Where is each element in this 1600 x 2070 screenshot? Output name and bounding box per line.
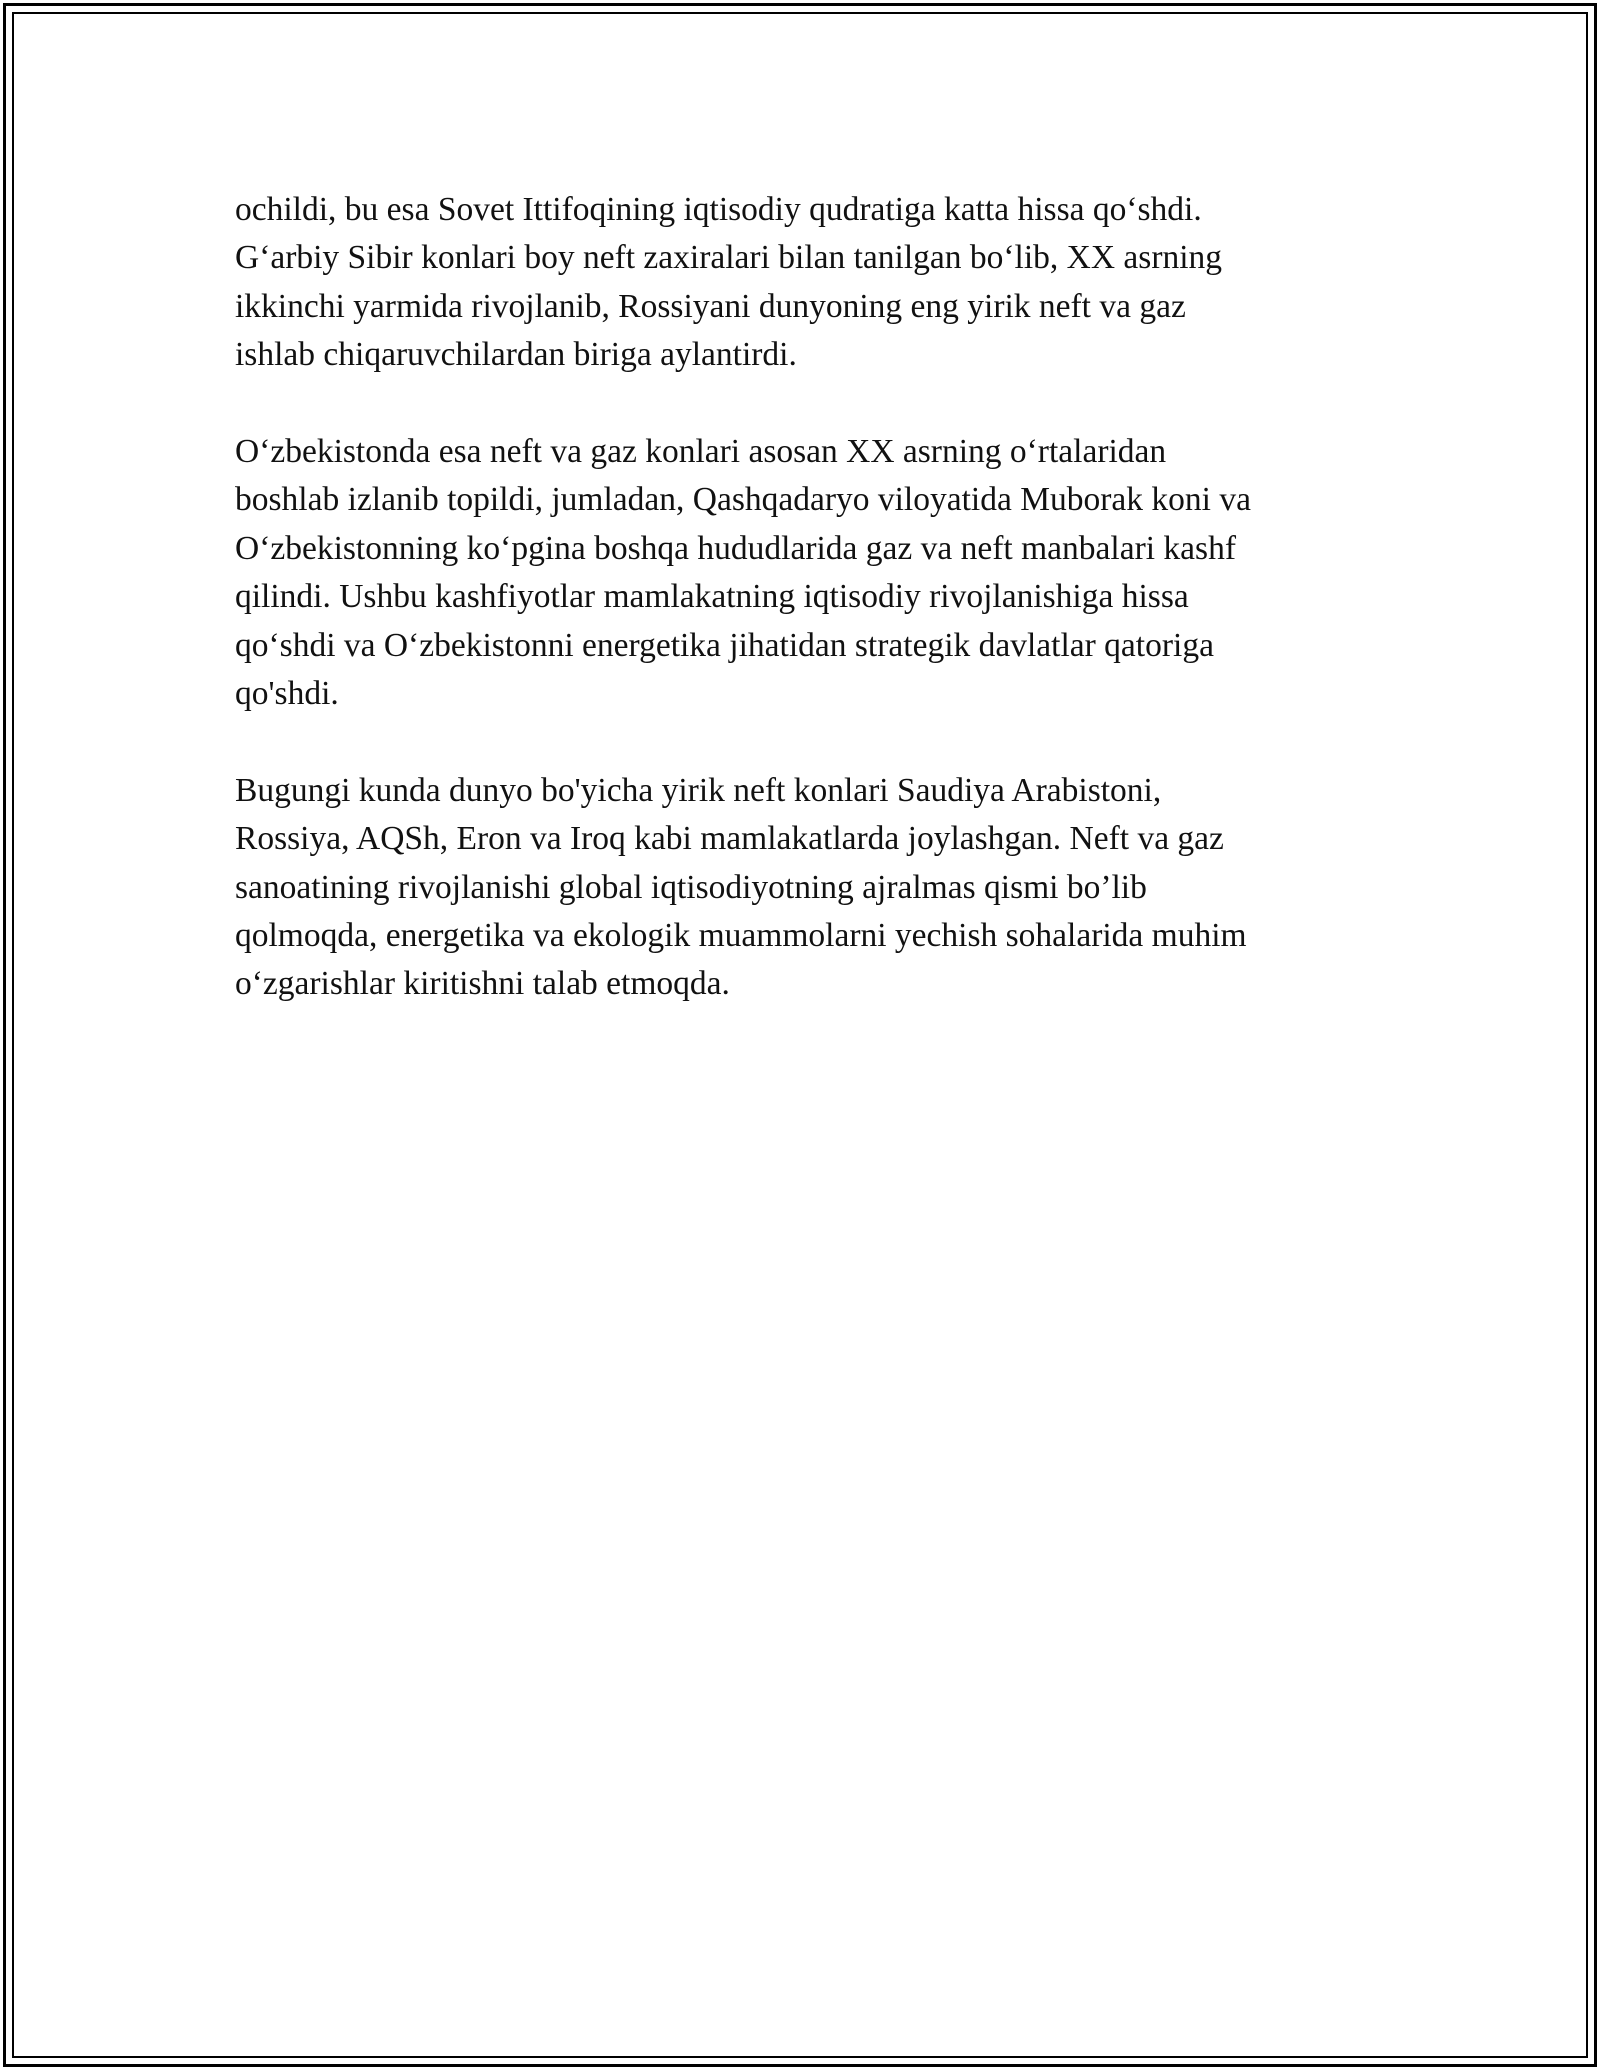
paragraph-line: Rossiya, AQSh, Eron va Iroq kabi mamlakatlarda joylashgan. Neft va gaz xyxy=(235,820,1224,858)
paragraph-line: ochildi, bu esa Sovet Ittifoqining iqtisodiy qudratiga katta hissa qo‘shdi. xyxy=(235,191,1202,228)
paragraph-1 xyxy=(235,186,1365,380)
paragraph-3 xyxy=(235,767,1365,1009)
paragraph-line: O‘zbekistonda esa neft va gaz konlari asosan XX asrning o‘rtalaridan xyxy=(235,433,1167,471)
paragraph-line: qolmoqda, energetika va ekologik muammolarni yechish sohalarida muhim xyxy=(235,917,1247,955)
paragraph-line: sanoatining rivojlanishi global iqtisodiyotning ajralmas qismi bo’lib xyxy=(235,868,1147,906)
paragraph-line: O‘zbekistonning ko‘pgina boshqa hududlarida gaz va neft manbalari kashf xyxy=(235,529,1236,567)
paragraph-line: Bugungi kunda dunyo bo'yicha yirik neft konlari Saudiya Arabistoni, xyxy=(235,771,1162,809)
paragraph-line: ikkinchi yarmida rivojlanib, Rossiyani dunyoning eng yirik neft va gaz xyxy=(235,287,1186,325)
paragraph-line: qo‘shdi va O‘zbekistonni energetika jihatidan strategik davlatlar qatoriga xyxy=(235,626,1214,664)
document-body xyxy=(235,186,1365,1057)
paragraph-2 xyxy=(235,428,1365,718)
paragraph-line: G‘arbiy Sibir konlari boy neft zaxiralari bilan tanilgan bo‘lib, XX asrning xyxy=(235,239,1223,277)
paragraph-line: ishlab chiqaruvchilardan biriga aylantirdi. xyxy=(235,336,797,374)
paragraph-line: o‘zgarishlar kiritishni talab etmoqda. xyxy=(235,965,730,1003)
paragraph-line: boshlab izlanib topildi, jumladan, Qashqadaryo viloyatida Muborak koni va xyxy=(235,481,1251,519)
paragraph-line: qo'shdi. xyxy=(235,675,339,713)
paragraph-line: qilindi. Ushbu kashfiyotlar mamlakatning iqtisodiy rivojlanishiga hissa xyxy=(235,578,1189,616)
